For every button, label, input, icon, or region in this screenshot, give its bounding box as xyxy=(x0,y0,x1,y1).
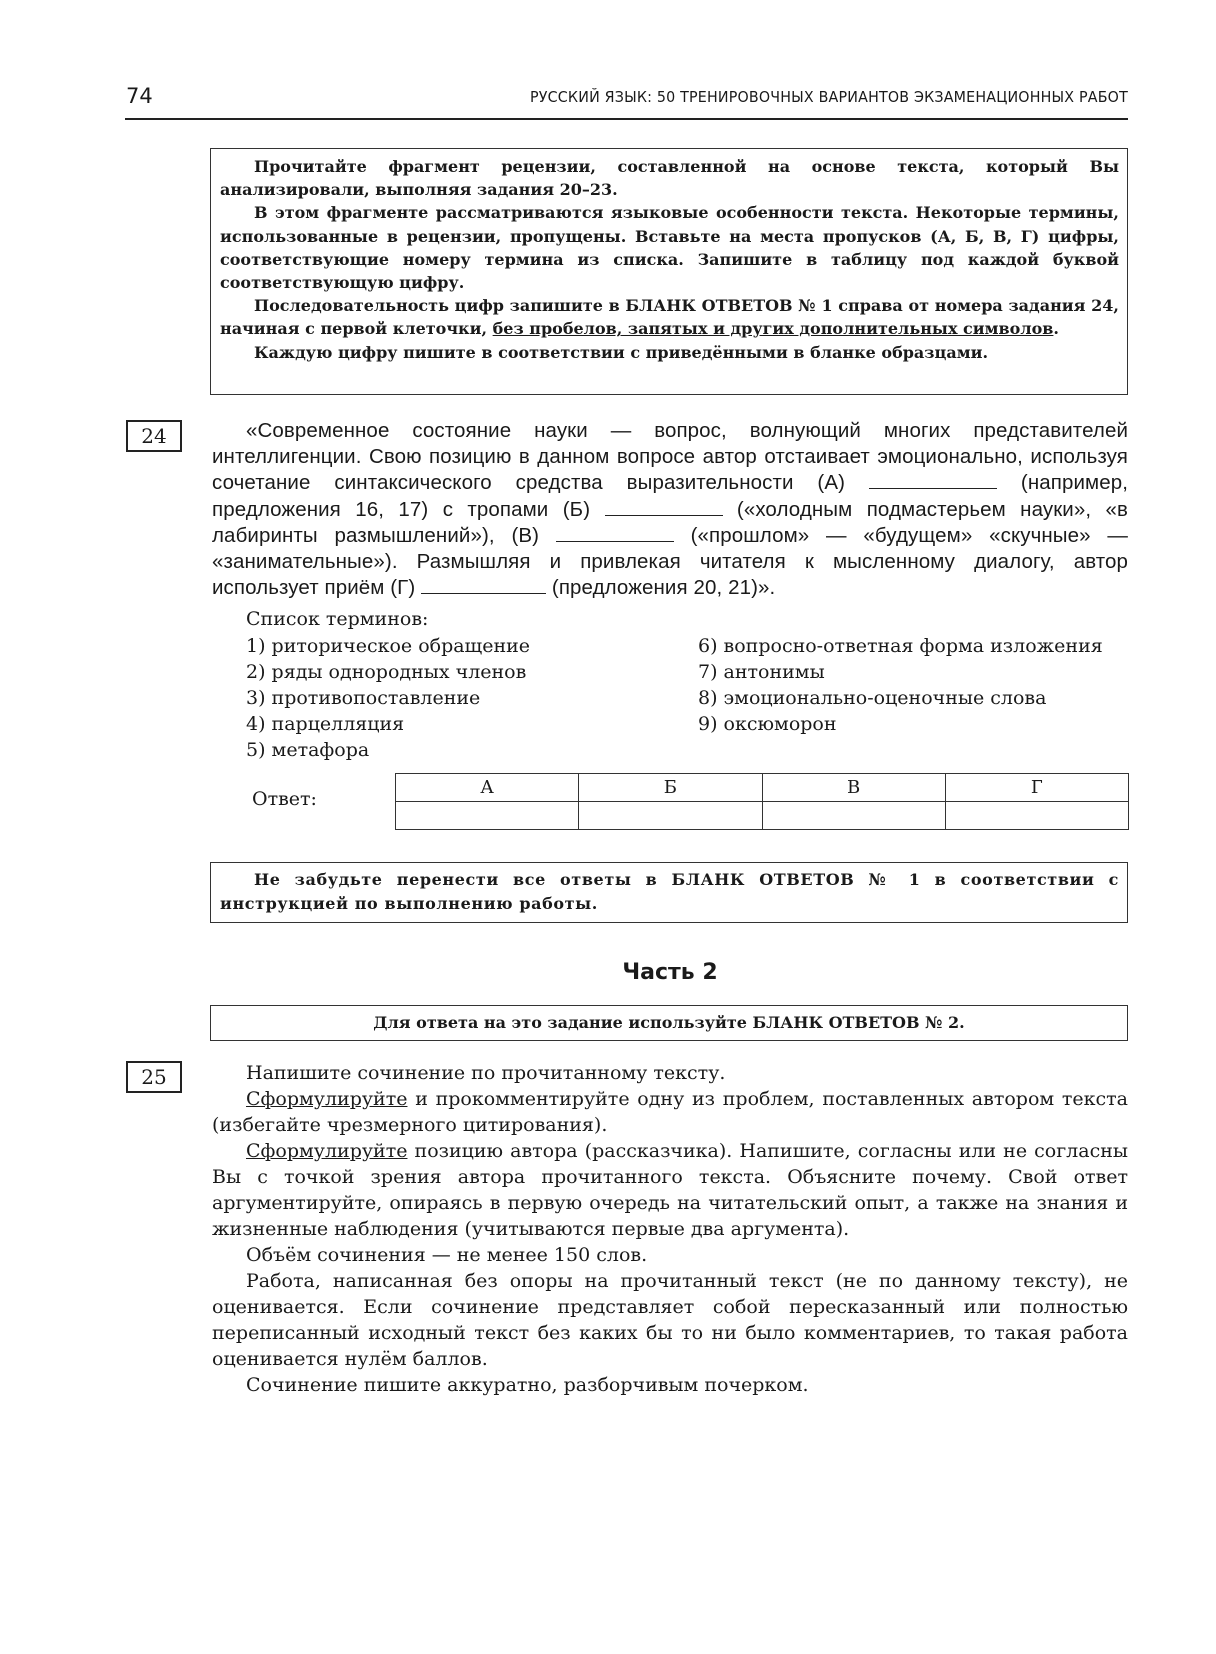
review-text: («прошлом» — «будущем» «скучные» — «занимательные»). Размышляя и привлекая читателя к мысленному диалогу, автор использует приём (Г) xyxy=(212,523,1128,600)
essay-task xyxy=(212,1060,1128,1398)
essay-underlined: Сформулируйте xyxy=(246,1088,408,1110)
answer-col-a: А xyxy=(396,774,579,802)
essay-paragraph: Объём сочинения — не менее 150 слов. xyxy=(246,1244,648,1266)
essay-paragraph xyxy=(212,1138,1128,1242)
review-text: (например, предложения 16, 17) с тропами (Б) xyxy=(212,471,1128,521)
answer-cell-b[interactable] xyxy=(579,802,762,830)
term-item: 1) риторическое обращение xyxy=(246,635,531,657)
essay-text: позицию автора (рассказчика). Напишите, согласны или не согласны Вы с точкой зрения автора прочитанного текста. Объясните почему. Свой ответ аргументируйте, опираясь в первую очередь на читательский опыт, а также на знания и жизненные наблюдения (учитываются первые два аргумента). xyxy=(212,1140,1128,1240)
instruction-paragraph: В этом фрагменте рассматриваются языковые особенности текста. Некоторые термины, использованные в рецензии, пропущены. Вставьте на места пропусков (А, Б, В, Г) цифры, соответствующие номеру термина из списка. Запишите в таблицу под каждой буквой соответствующую цифру. xyxy=(220,203,1119,293)
review-text: («холодным подмастерьем науки», «в лабиринты размышлений»), (В) xyxy=(212,497,1128,547)
term-item: 7) антонимы xyxy=(698,661,825,683)
term-item: 5) метафора xyxy=(246,739,370,761)
answer-col-g: Г xyxy=(945,774,1128,802)
answer-value-row xyxy=(396,802,1129,830)
blank-a xyxy=(869,474,997,489)
essay-underlined: Сформулируйте xyxy=(246,1140,408,1162)
answer-cell-v[interactable] xyxy=(762,802,945,830)
review-text: «Современное состояние науки — вопрос, волнующий многих представителей интеллигенции. Свою позицию в данном вопросе автор отстаивает эмоционально, используя сочетание синтаксического средства выразительности (А) xyxy=(212,419,1128,495)
term-item: 8) эмоционально-оценочные слова xyxy=(698,687,1047,709)
essay-paragraph: Работа, написанная без опоры на прочитанный текст (не по данному тексту), не оценивается. Если сочинение представляет собой пересказанный или полностью переписанный исходный текст без каких бы то ни было комментариев, то такая работа оценивается нулём баллов. xyxy=(212,1270,1128,1370)
running-title: РУССКИЙ ЯЗЫК: 50 ТРЕНИРОВОЧНЫХ ВАРИАНТОВ ЭКЗАМЕНАЦИОННЫХ РАБОТ xyxy=(530,88,1128,106)
term-item: 3) противопоставление xyxy=(246,687,481,709)
essay-text: и прокомментируйте одну из проблем, поставленных автором текста (избегайте чрезмерного цитирования). xyxy=(212,1088,1128,1136)
blank-g xyxy=(421,579,546,594)
blank-v xyxy=(556,527,674,542)
instruction-text: Последовательность цифр запишите в БЛАНК ОТВЕТОВ № 1 справа от номера задания 24, начиная с первой клеточки, xyxy=(220,296,1119,339)
header-rule xyxy=(125,118,1128,120)
terms-label: Список терминов: xyxy=(246,608,429,630)
review-fragment xyxy=(212,418,1128,601)
answer-cell-a[interactable] xyxy=(396,802,579,830)
instruction-underlined: без пробелов, запятых и других дополнительных символов xyxy=(492,319,1054,339)
part-2-heading: Часть 2 xyxy=(622,960,718,985)
essay-paragraph: Напишите сочинение по прочитанному тексту. xyxy=(246,1062,726,1084)
instructions-box xyxy=(210,148,1128,395)
part-2-instruction-box: Для ответа на это задание используйте БЛАНК ОТВЕТОВ № 2. xyxy=(210,1005,1128,1041)
term-item: 9) оксюморон xyxy=(698,713,837,735)
answer-col-b: Б xyxy=(579,774,762,802)
task-number-24: 24 xyxy=(126,420,182,452)
reminder-box: Не забудьте перенести все ответы в БЛАНК ОТВЕТОВ № 1 в соответствии с инструкцией по выполнению работы. xyxy=(210,862,1128,923)
instruction-paragraph: Каждую цифру пишите в соответствии с приведёнными в бланке образцами. xyxy=(254,342,989,362)
instruction-text: . xyxy=(1053,319,1059,339)
answer-table xyxy=(395,773,1129,830)
task-number-25: 25 xyxy=(126,1061,182,1093)
answer-col-v: В xyxy=(762,774,945,802)
instruction-paragraph: Прочитайте фрагмент рецензии, составленной на основе текста, который Вы анализировали, выполняя задания 20–23. xyxy=(220,157,1119,200)
essay-paragraph xyxy=(212,1086,1128,1138)
answer-cell-g[interactable] xyxy=(945,802,1128,830)
essay-paragraph: Сочинение пишите аккуратно, разборчивым почерком. xyxy=(246,1374,809,1396)
term-item: 4) парцелляция xyxy=(246,713,405,735)
instruction-paragraph xyxy=(220,294,1119,340)
review-text: (предложения 20, 21)». xyxy=(546,576,776,600)
term-item: 6) вопросно-ответная форма изложения xyxy=(698,635,1103,657)
term-item: 2) ряды однородных членов xyxy=(246,661,527,683)
answer-label: Ответ: xyxy=(252,788,317,810)
page-number: 74 xyxy=(126,84,153,108)
answer-header-row xyxy=(396,774,1129,802)
blank-b xyxy=(605,501,723,516)
